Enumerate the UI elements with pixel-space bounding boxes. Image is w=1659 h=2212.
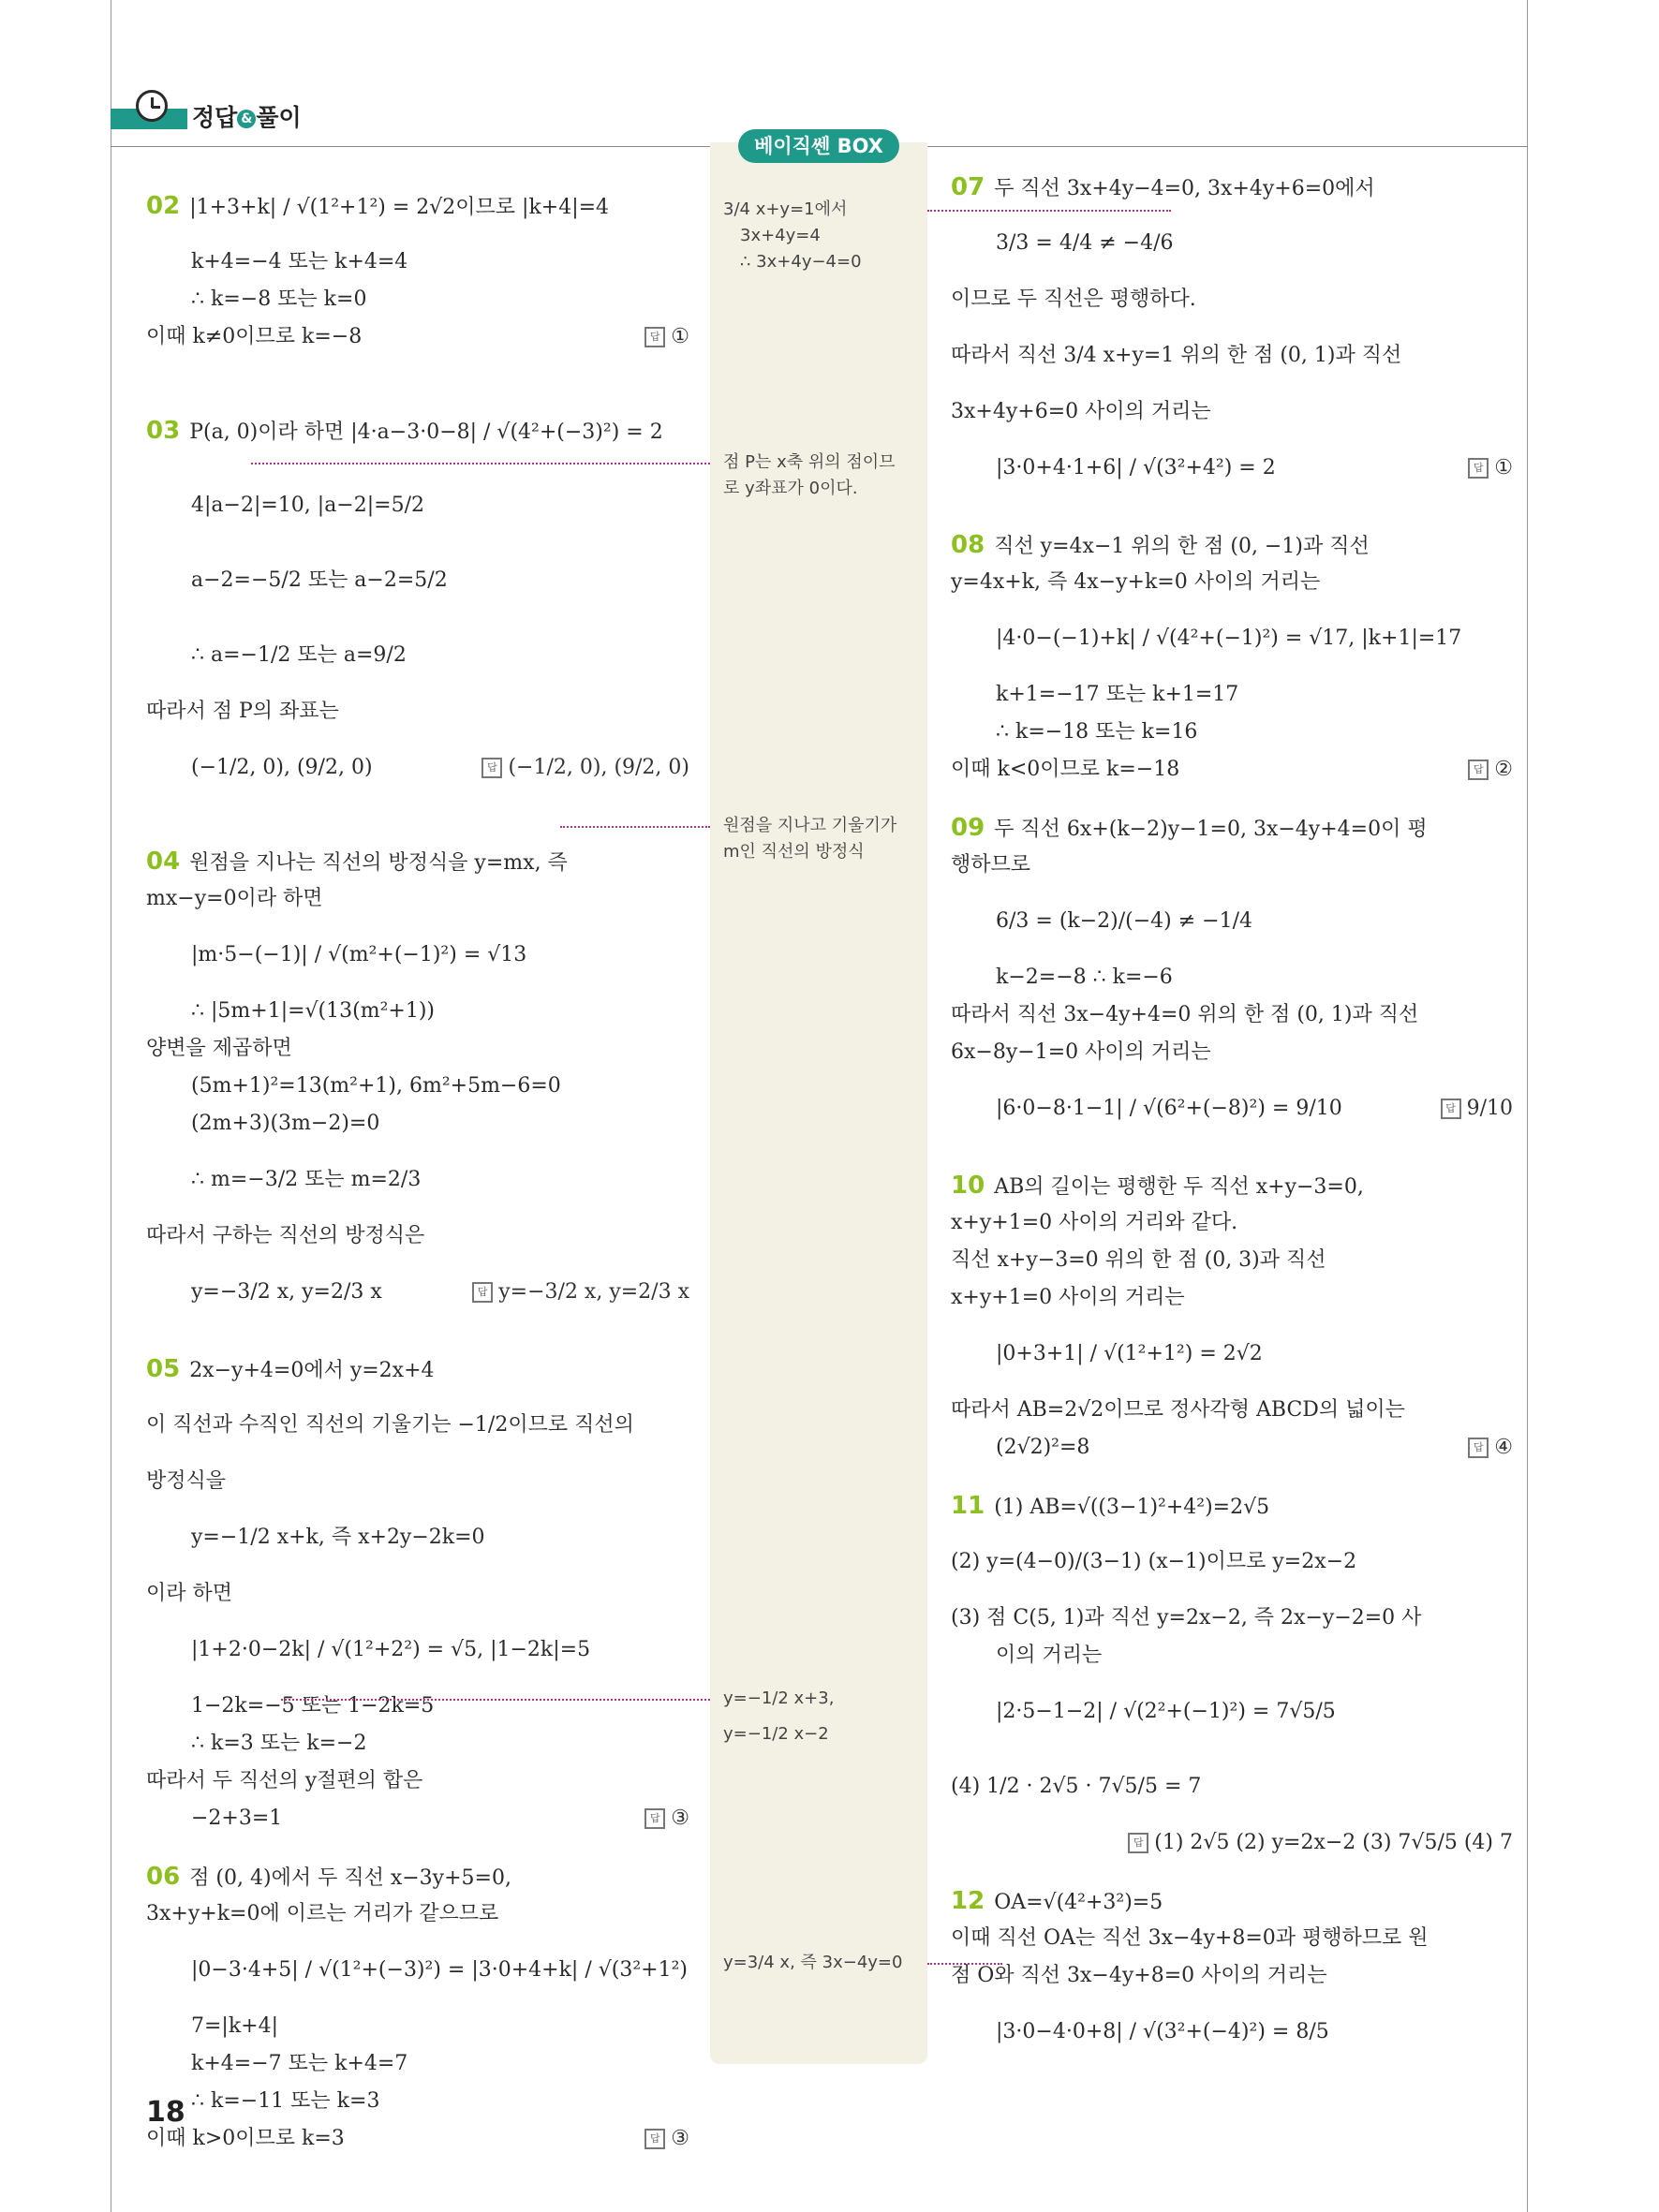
problem-08	[951, 526, 1513, 789]
problem-line: (1) AB=√((3−1)²+4²)=2√5	[994, 1496, 1270, 1519]
connector-line	[251, 463, 710, 465]
problem-line: 점 (0, 4)에서 두 직선 x−3y+5=0,	[189, 1866, 511, 1890]
answer: 9/10	[1466, 1097, 1513, 1120]
section-title-amp: &	[237, 110, 256, 128]
problem-line: 이때 k<0이므로 k=−18	[951, 758, 1180, 781]
connector-line	[560, 826, 710, 828]
problem-line: 3x+y+k=0에 이르는 거리가 같으므로	[146, 1902, 499, 1925]
problem-03	[146, 393, 689, 805]
box-note-line: 점 P는 x축 위의 점이므	[723, 452, 896, 472]
problem-number: 07	[951, 173, 985, 201]
answer: ④	[1494, 1436, 1513, 1459]
answer-mark-icon: 답	[1128, 1833, 1148, 1853]
left-column	[146, 169, 689, 2158]
problem-line: |0−3·4+5| / √(1²+(−3)²) = |3·0+4+k| / √(3²+1²)	[191, 1958, 688, 1982]
section-title-solution: 풀이	[256, 104, 302, 131]
box-note-12	[723, 1950, 902, 1976]
problem-line: x+y+1=0 사이의 거리는	[951, 1286, 1185, 1309]
problem-line: |4·0−(−1)+k| / √(4²+(−1)²) = √17, |k+1|=17	[996, 627, 1462, 650]
problem-line: |0+3+1| / √(1²+1²) = 2√2	[996, 1342, 1263, 1365]
problem-line: 이때 k>0이므로 k=3	[146, 2127, 345, 2150]
problem-line: 6/3 = (k−2)/(−4) ≠ −1/4	[996, 909, 1253, 933]
problem-number: 06	[146, 1863, 181, 1891]
problem-line: mx−y=0이라 하면	[146, 887, 323, 910]
answer-mark-icon: 답	[644, 1808, 665, 1829]
problem-line: |1+3+k| / √(1²+1²) = 2√2이므로 |k+4|=4	[189, 196, 610, 219]
answer-mark-icon: 답	[1441, 1099, 1461, 1119]
answer-mark-icon: 답	[1468, 458, 1489, 479]
problem-line: ∴ k=−8 또는 k=0	[191, 288, 367, 311]
answer-mark-icon: 답	[644, 2129, 665, 2149]
problem-line: ∴ k=3 또는 k=−2	[191, 1732, 367, 1755]
problem-line: AB의 길이는 평행한 두 직선 x+y−3=0,	[994, 1175, 1364, 1199]
problem-line: 1−2k=−5 또는 1−2k=5	[191, 1694, 435, 1718]
problem-line: |3·0+4·1+6| / √(3²+4²) = 2	[996, 456, 1276, 479]
problem-line: 두 직선 3x+4y−4=0, 3x+4y+6=0에서	[994, 177, 1375, 200]
problem-line: 따라서 AB=2√2이므로 정사각형 ABCD의 넓이는	[951, 1398, 1405, 1422]
problem-09	[951, 809, 1513, 1146]
problem-line: 4|a−2|=10, |a−2|=5/2	[191, 494, 424, 517]
problem-line: OA=√(4²+3²)=5	[994, 1891, 1163, 1914]
problem-line: 직선 x+y−3=0 위의 한 점 (0, 3)과 직선	[951, 1248, 1326, 1272]
problem-line: 이므로 두 직선은 평행하다.	[951, 288, 1196, 311]
problem-number: 02	[146, 192, 181, 220]
section-title-answer: 정답	[192, 104, 238, 131]
answer: ①	[671, 325, 689, 348]
problem-line: x+y+1=0 사이의 거리와 같다.	[951, 1211, 1238, 1234]
problem-line: ∴ k=−11 또는 k=3	[191, 2089, 380, 2113]
section-title	[192, 99, 302, 133]
problem-06	[146, 1858, 689, 2158]
basic-box-column	[710, 142, 927, 2064]
problem-line: 방정식을	[146, 1469, 227, 1493]
right-column	[951, 169, 1513, 2070]
problem-line: (4) 1/2 · 2√5 · 7√5/5 = 7	[951, 1775, 1202, 1798]
page-number: 18	[146, 2096, 185, 2129]
box-note-07	[723, 197, 862, 275]
problem-line: a−2=−5/2 또는 a−2=5/2	[191, 568, 448, 592]
box-note-line: 로 y좌표가 0이다.	[723, 479, 858, 498]
box-note-line: 3x+4y=4	[740, 226, 821, 245]
answer: ②	[1494, 758, 1513, 781]
problem-line: 점 O와 직선 3x−4y+8=0 사이의 거리는	[951, 1964, 1327, 1987]
problem-line: k−2=−8 ∴ k=−6	[996, 966, 1173, 989]
problem-line: y=4x+k, 즉 4x−y+k=0 사이의 거리는	[951, 570, 1321, 594]
problem-line: |6·0−8·1−1| / √(6²+(−8)²) = 9/10	[996, 1097, 1342, 1120]
problem-04	[146, 843, 689, 1330]
problem-line: y=−3/2 x, y=2/3 x	[191, 1280, 382, 1304]
problem-line: ∴ m=−3/2 또는 m=2/3	[191, 1168, 422, 1191]
alarm-clock-icon	[136, 90, 168, 122]
connector-line	[281, 1699, 710, 1701]
box-note-05	[723, 1686, 834, 1747]
problem-line: 6x−8y−1=0 사이의 거리는	[951, 1040, 1211, 1064]
problem-line: 두 직선 6x+(k−2)y−1=0, 3x−4y+4=0이 평	[994, 818, 1428, 841]
basic-box-tab: 베이직쎈 BOX	[738, 129, 899, 163]
problem-line: k+4=−7 또는 k+4=7	[191, 2052, 408, 2075]
answer: y=−3/2 x, y=2/3 x	[498, 1280, 689, 1304]
box-note-line: y=−1/2 x+3,	[723, 1688, 835, 1708]
answer: (1) 2√5 (2) y=2x−2 (3) 7√5/5 (4) 7	[1154, 1831, 1513, 1854]
box-note-line: ∴ 3x+4y−4=0	[740, 252, 862, 272]
problem-line: 따라서 구하는 직선의 방정식은	[146, 1224, 425, 1247]
problem-line: 따라서 두 직선의 y절편의 합은	[146, 1769, 423, 1792]
problem-number: 09	[951, 814, 985, 842]
problem-line: (5m+1)²=13(m²+1), 6m²+5m−6=0	[191, 1074, 561, 1098]
answer: ③	[671, 1806, 689, 1830]
answer-mark-icon: 답	[1468, 759, 1489, 780]
problem-number: 03	[146, 417, 181, 445]
problem-line: 따라서 점 P의 좌표는	[146, 700, 339, 723]
right-page-border	[1527, 0, 1528, 2212]
box-note-line: 원점을 지나고 기울기가	[723, 816, 897, 835]
problem-line: 양변을 제곱하면	[146, 1037, 292, 1060]
box-note-line: 3/4 x+y=1에서	[723, 199, 848, 219]
answer: (−1/2, 0), (9/2, 0)	[508, 756, 689, 779]
problem-line: |2·5−1−2| / √(2²+(−1)²) = 7√5/5	[996, 1700, 1336, 1723]
problem-10	[951, 1167, 1513, 1467]
problem-line: y=−1/2 x+k, 즉 x+2y−2k=0	[191, 1526, 485, 1549]
problem-line: ∴ a=−1/2 또는 a=9/2	[191, 643, 407, 667]
answer-mark-icon: 답	[481, 758, 502, 778]
problem-02	[146, 169, 689, 356]
problem-number: 11	[951, 1492, 985, 1520]
problem-line: 행하므로	[951, 853, 1031, 877]
problem-line: |m·5−(−1)| / √(m²+(−1)²) = √13	[191, 943, 527, 966]
problem-line: 따라서 직선 3x−4y+4=0 위의 한 점 (0, 1)과 직선	[951, 1003, 1419, 1026]
problem-12	[951, 1882, 1513, 2070]
box-note-04	[723, 813, 896, 865]
problem-line: ∴ k=−18 또는 k=16	[996, 720, 1198, 744]
problem-line: |3·0−4·0+8| / √(3²+(−4)²) = 8/5	[996, 2020, 1329, 2043]
answer-mark-icon: 답	[472, 1282, 493, 1303]
box-note-line: y=−1/2 x−2	[723, 1724, 829, 1744]
problem-line: |1+2·0−2k| / √(1²+2²) = √5, |1−2k|=5	[191, 1638, 591, 1661]
problem-line: 3x+4y+6=0 사이의 거리는	[951, 400, 1211, 423]
problem-line: 이 직선과 수직인 직선의 기울기는 −1/2이므로 직선의	[146, 1413, 634, 1437]
problem-line: (3) 점 C(5, 1)과 직선 y=2x−2, 즉 2x−y−2=0 사	[951, 1606, 1422, 1630]
problem-line: ∴ |5m+1|=√(13(m²+1))	[191, 999, 435, 1023]
problem-number: 05	[146, 1355, 181, 1383]
problem-line: 직선 y=4x−1 위의 한 점 (0, −1)과 직선	[994, 535, 1370, 558]
answer: ①	[1494, 456, 1513, 479]
problem-line: 3/3 = 4/4 ≠ −4/6	[996, 231, 1174, 255]
problem-line: 이의 거리는	[996, 1644, 1103, 1667]
answer-mark-icon: 답	[1468, 1438, 1489, 1458]
problem-line: 원점을 지나는 직선의 방정식을 y=mx, 즉	[189, 851, 568, 875]
problem-line: k+4=−4 또는 k+4=4	[191, 250, 408, 273]
problem-line: k+1=−17 또는 k+1=17	[996, 683, 1239, 706]
problem-line: 이때 직선 OA는 직선 3x−4y+8=0과 평행하므로 원	[951, 1926, 1429, 1950]
answer-mark-icon: 답	[644, 327, 665, 347]
problem-line: 2x−y+4=0에서 y=2x+4	[189, 1359, 435, 1382]
problem-number: 10	[951, 1172, 985, 1200]
problem-line: 이라 하면	[146, 1582, 233, 1605]
problem-line: 7=|k+4|	[191, 2014, 279, 2038]
problem-07	[951, 169, 1513, 506]
problem-11	[951, 1487, 1513, 1862]
box-note-line: y=3/4 x, 즉 3x−4y=0	[723, 1953, 903, 1972]
problem-line: (2√2)²=8	[996, 1436, 1090, 1459]
problem-number: 08	[951, 531, 985, 559]
answer: ③	[671, 2127, 689, 2150]
problem-line: 따라서 직선 3/4 x+y=1 위의 한 점 (0, 1)과 직선	[951, 344, 1402, 367]
problem-number: 04	[146, 848, 181, 876]
problem-line: (2m+3)(3m−2)=0	[191, 1112, 380, 1135]
problem-line: (2) y=(4−0)/(3−1) (x−1)이므로 y=2x−2	[951, 1550, 1357, 1573]
problem-line: −2+3=1	[191, 1806, 283, 1830]
problem-05	[146, 1350, 689, 1837]
problem-number: 12	[951, 1887, 985, 1915]
problem-line: P(a, 0)이라 하면 |4·a−3·0−8| / √(4²+(−3)²) = 2	[189, 420, 663, 444]
box-note-03	[723, 450, 896, 502]
problem-line: (−1/2, 0), (9/2, 0)	[191, 756, 373, 779]
problem-line: 이때 k≠0이므로 k=−8	[146, 325, 363, 348]
box-note-line: m인 직선의 방정식	[723, 842, 865, 862]
